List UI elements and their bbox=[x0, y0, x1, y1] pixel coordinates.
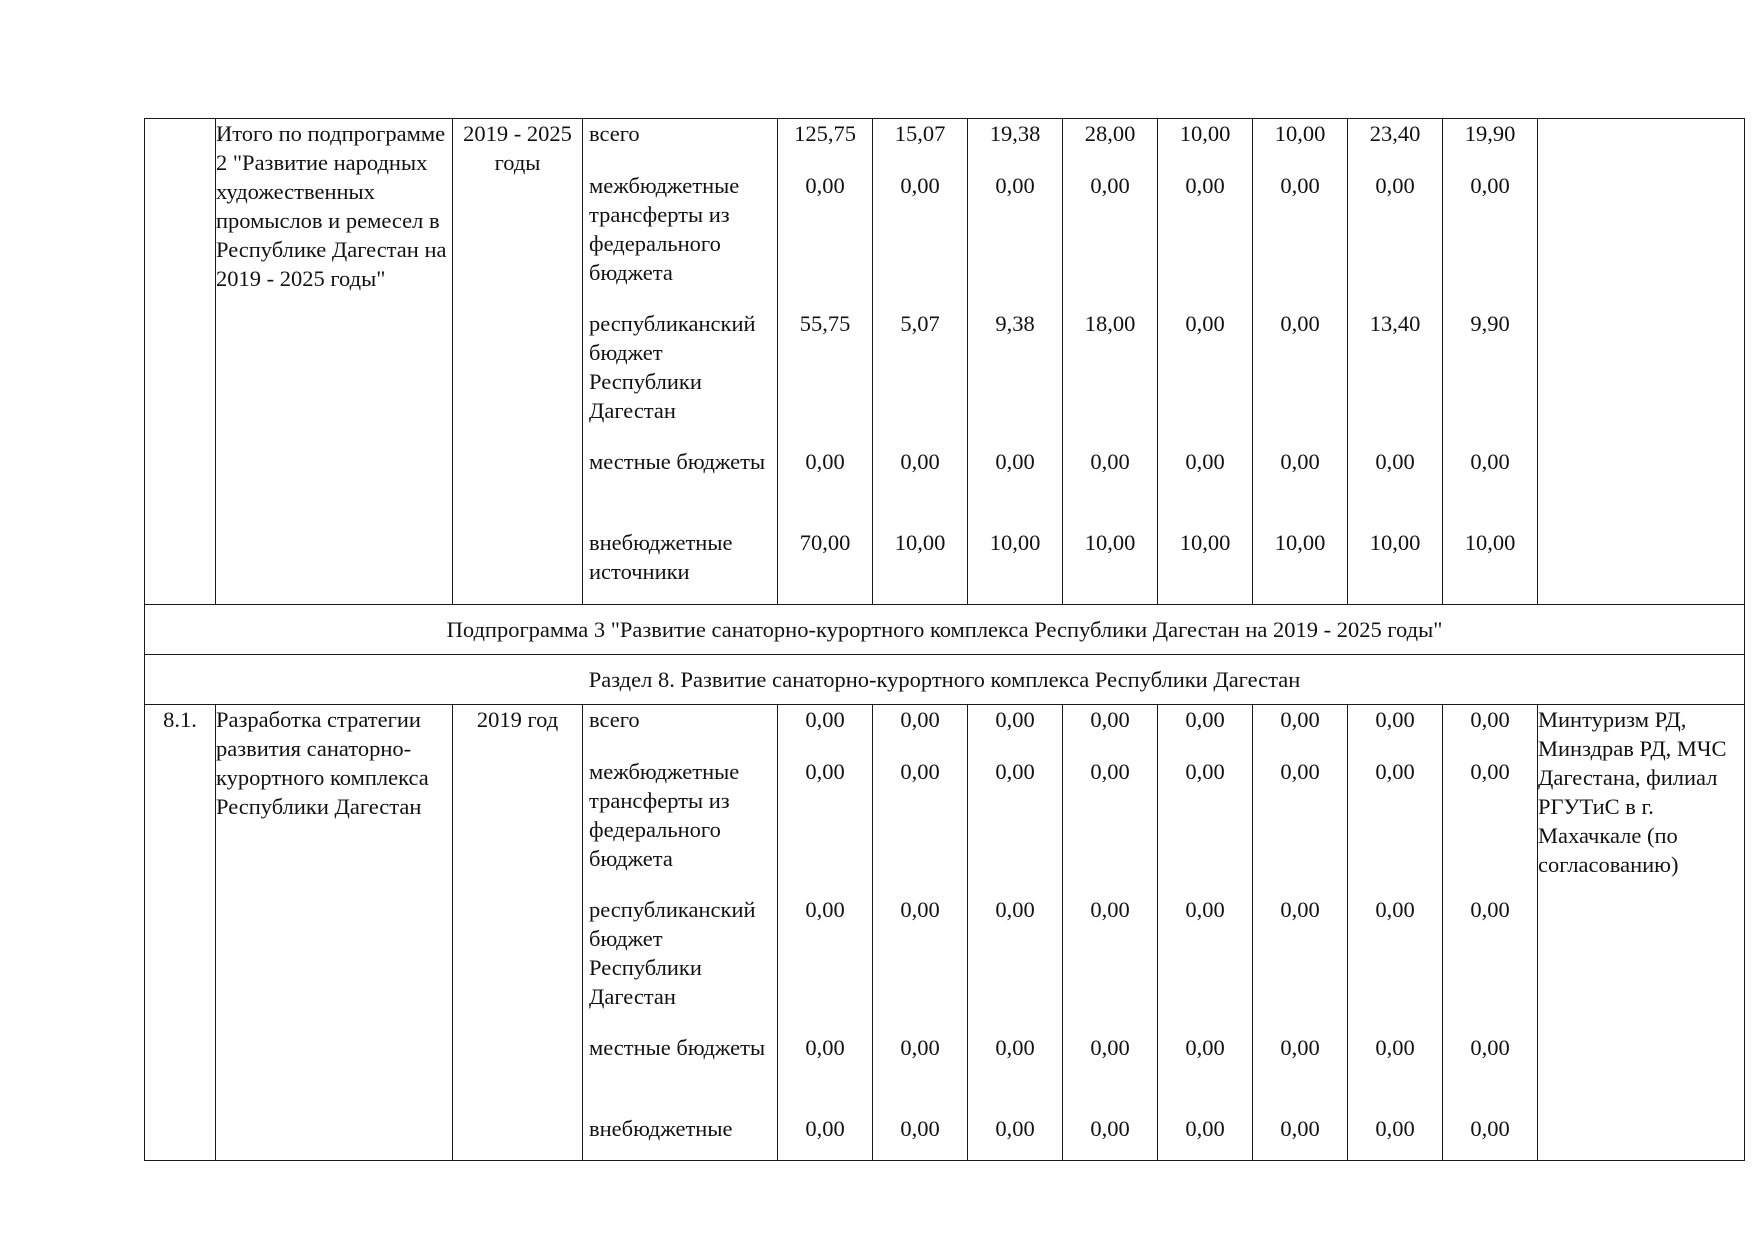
value-cell: 0,00 bbox=[1185, 173, 1225, 198]
section-header-row bbox=[145, 655, 1745, 705]
value-cell: 10,00 bbox=[989, 530, 1041, 555]
source-label: внебюджетные bbox=[589, 1116, 733, 1141]
section-title: Раздел 8. Развитие санаторно-курортного комплекса Республики Дагестан bbox=[588, 667, 1301, 692]
value-column-total bbox=[778, 119, 873, 605]
value-cell: 15,07 bbox=[894, 121, 946, 146]
value-cell: 0,00 bbox=[995, 1035, 1035, 1060]
value-cell: 0,00 bbox=[1185, 759, 1225, 784]
value-cell: 28,00 bbox=[1084, 121, 1136, 146]
value-cell: 13,40 bbox=[1369, 311, 1421, 336]
value-cell: 0,00 bbox=[995, 1116, 1035, 1141]
subprogram-title-cell bbox=[145, 605, 1745, 655]
value-cell: 0,00 bbox=[805, 1035, 845, 1060]
value-cell: 10,00 bbox=[1274, 121, 1326, 146]
value-cell: 18,00 bbox=[1084, 311, 1136, 336]
value-cell: 125,75 bbox=[794, 121, 856, 146]
value-column-2021 bbox=[1063, 705, 1158, 1161]
item-sources-cell bbox=[583, 705, 778, 1161]
value-cell: 10,00 bbox=[1084, 530, 1136, 555]
value-cell: 0,00 bbox=[805, 173, 845, 198]
value-cell: 10,00 bbox=[1274, 530, 1326, 555]
value-cell: 0,00 bbox=[1280, 759, 1320, 784]
item-period: 2019 год bbox=[476, 707, 559, 732]
value-cell: 0,00 bbox=[805, 707, 845, 732]
source-label: межбюджетные трансферты из федерального бюджета bbox=[589, 759, 740, 871]
item-executors-cell bbox=[1538, 705, 1745, 1161]
program-funding-table bbox=[144, 118, 1745, 1161]
value-cell: 0,00 bbox=[1280, 897, 1320, 922]
value-column-2021 bbox=[1063, 119, 1158, 605]
value-cell: 0,00 bbox=[1470, 173, 1510, 198]
value-column-2019 bbox=[873, 119, 968, 605]
value-cell: 0,00 bbox=[1375, 897, 1415, 922]
value-cell: 0,00 bbox=[995, 173, 1035, 198]
value-column-2022 bbox=[1158, 705, 1253, 1161]
value-cell: 9,38 bbox=[995, 311, 1035, 336]
value-cell: 0,00 bbox=[1280, 173, 1320, 198]
value-cell: 0,00 bbox=[1280, 1116, 1320, 1141]
value-cell: 0,00 bbox=[900, 1116, 940, 1141]
source-label: республиканский бюджет Республики Дагестан bbox=[589, 897, 756, 1009]
value-cell: 0,00 bbox=[900, 173, 940, 198]
value-cell: 19,90 bbox=[1464, 121, 1516, 146]
value-cell: 0,00 bbox=[1185, 449, 1225, 474]
value-cell: 0,00 bbox=[1090, 897, 1130, 922]
value-cell: 0,00 bbox=[1090, 1035, 1130, 1060]
value-column-2023 bbox=[1253, 705, 1348, 1161]
value-cell: 0,00 bbox=[805, 449, 845, 474]
value-cell: 23,40 bbox=[1369, 121, 1421, 146]
value-cell: 0,00 bbox=[1280, 1035, 1320, 1060]
source-label: всего bbox=[589, 707, 640, 732]
item-row bbox=[145, 705, 1745, 1161]
value-cell: 0,00 bbox=[900, 759, 940, 784]
item-executors: Минтуризм РД, Минздрав РД, МЧС Дагестана, филиал РГУТиС в г. Махачкале (по согласованию) bbox=[1538, 707, 1727, 877]
value-cell: 10,00 bbox=[1179, 121, 1231, 146]
value-cell: 10,00 bbox=[894, 530, 946, 555]
summary-sources-cell bbox=[583, 119, 778, 605]
source-label: местные бюджеты bbox=[589, 1035, 766, 1060]
item-title: Разработка стратегии развития санаторно-курортного комплекса Республики Дагестан bbox=[216, 707, 429, 819]
value-cell: 0,00 bbox=[1185, 897, 1225, 922]
value-cell: 0,00 bbox=[1185, 707, 1225, 732]
value-cell: 0,00 bbox=[900, 707, 940, 732]
subprogram-title: Подпрограмма 3 "Развитие санаторно-курортного комплекса Республики Дагестан на 2019 - 2025 годы" bbox=[446, 617, 1443, 642]
item-period-cell bbox=[453, 705, 583, 1161]
value-cell: 0,00 bbox=[805, 1116, 845, 1141]
value-cell: 0,00 bbox=[1375, 449, 1415, 474]
value-column-2020 bbox=[968, 119, 1063, 605]
value-cell: 0,00 bbox=[1470, 897, 1510, 922]
value-cell: 0,00 bbox=[995, 759, 1035, 784]
value-column-2023 bbox=[1253, 119, 1348, 605]
source-label: местные бюджеты bbox=[589, 449, 766, 474]
summary-period: 2019 - 2025 годы bbox=[463, 121, 572, 175]
value-cell: 0,00 bbox=[1375, 1035, 1415, 1060]
item-number-cell bbox=[145, 705, 216, 1161]
value-cell: 0,00 bbox=[1375, 759, 1415, 784]
summary-period-cell bbox=[453, 119, 583, 605]
value-cell: 0,00 bbox=[995, 449, 1035, 474]
value-cell: 0,00 bbox=[1185, 1035, 1225, 1060]
value-column-total bbox=[778, 705, 873, 1161]
summary-row bbox=[145, 119, 1745, 605]
value-cell: 0,00 bbox=[1470, 449, 1510, 474]
value-cell: 0,00 bbox=[1375, 707, 1415, 732]
summary-title-cell bbox=[216, 119, 453, 605]
value-cell: 0,00 bbox=[1185, 1116, 1225, 1141]
value-column-2025 bbox=[1443, 705, 1538, 1161]
summary-executors-cell bbox=[1538, 119, 1745, 605]
value-column-2024 bbox=[1348, 119, 1443, 605]
value-cell: 0,00 bbox=[1090, 707, 1130, 732]
value-cell: 19,38 bbox=[989, 121, 1041, 146]
value-cell: 0,00 bbox=[1375, 1116, 1415, 1141]
value-cell: 0,00 bbox=[1090, 449, 1130, 474]
value-cell: 0,00 bbox=[1090, 173, 1130, 198]
value-cell: 0,00 bbox=[1470, 707, 1510, 732]
value-cell: 10,00 bbox=[1464, 530, 1516, 555]
value-cell: 10,00 bbox=[1179, 530, 1231, 555]
item-number: 8.1. bbox=[163, 707, 197, 732]
value-column-2022 bbox=[1158, 119, 1253, 605]
value-cell: 0,00 bbox=[1280, 707, 1320, 732]
value-cell: 0,00 bbox=[1470, 759, 1510, 784]
summary-number-cell bbox=[145, 119, 216, 605]
value-column-2024 bbox=[1348, 705, 1443, 1161]
value-cell: 0,00 bbox=[900, 449, 940, 474]
item-title-cell bbox=[216, 705, 453, 1161]
value-cell: 55,75 bbox=[799, 311, 851, 336]
value-cell: 70,00 bbox=[799, 530, 851, 555]
value-cell: 9,90 bbox=[1470, 311, 1510, 336]
value-cell: 0,00 bbox=[995, 897, 1035, 922]
value-cell: 10,00 bbox=[1369, 530, 1421, 555]
value-cell: 0,00 bbox=[1470, 1116, 1510, 1141]
source-label: республиканский бюджет Республики Дагестан bbox=[589, 311, 756, 423]
source-label: всего bbox=[589, 121, 640, 146]
value-cell: 0,00 bbox=[805, 897, 845, 922]
value-cell: 0,00 bbox=[1375, 173, 1415, 198]
source-label: внебюджетные источники bbox=[589, 530, 733, 584]
value-cell: 0,00 bbox=[995, 707, 1035, 732]
value-cell: 5,07 bbox=[900, 311, 940, 336]
value-cell: 0,00 bbox=[1185, 311, 1225, 336]
source-label: межбюджетные трансферты из федерального бюджета bbox=[589, 173, 740, 285]
value-cell: 0,00 bbox=[1280, 311, 1320, 336]
value-cell: 0,00 bbox=[900, 897, 940, 922]
value-column-2020 bbox=[968, 705, 1063, 1161]
section-title-cell bbox=[145, 655, 1745, 705]
value-column-2025 bbox=[1443, 119, 1538, 605]
value-cell: 0,00 bbox=[805, 759, 845, 784]
value-column-2019 bbox=[873, 705, 968, 1161]
value-cell: 0,00 bbox=[900, 1035, 940, 1060]
subprogram-header-row bbox=[145, 605, 1745, 655]
value-cell: 0,00 bbox=[1090, 759, 1130, 784]
value-cell: 0,00 bbox=[1090, 1116, 1130, 1141]
value-cell: 0,00 bbox=[1280, 449, 1320, 474]
summary-title: Итого по подпрограмме 2 "Развитие народных художественных промыслов и ремесел в Республике Дагестан на 2019 - 2025 годы" bbox=[216, 121, 447, 291]
value-cell: 0,00 bbox=[1470, 1035, 1510, 1060]
